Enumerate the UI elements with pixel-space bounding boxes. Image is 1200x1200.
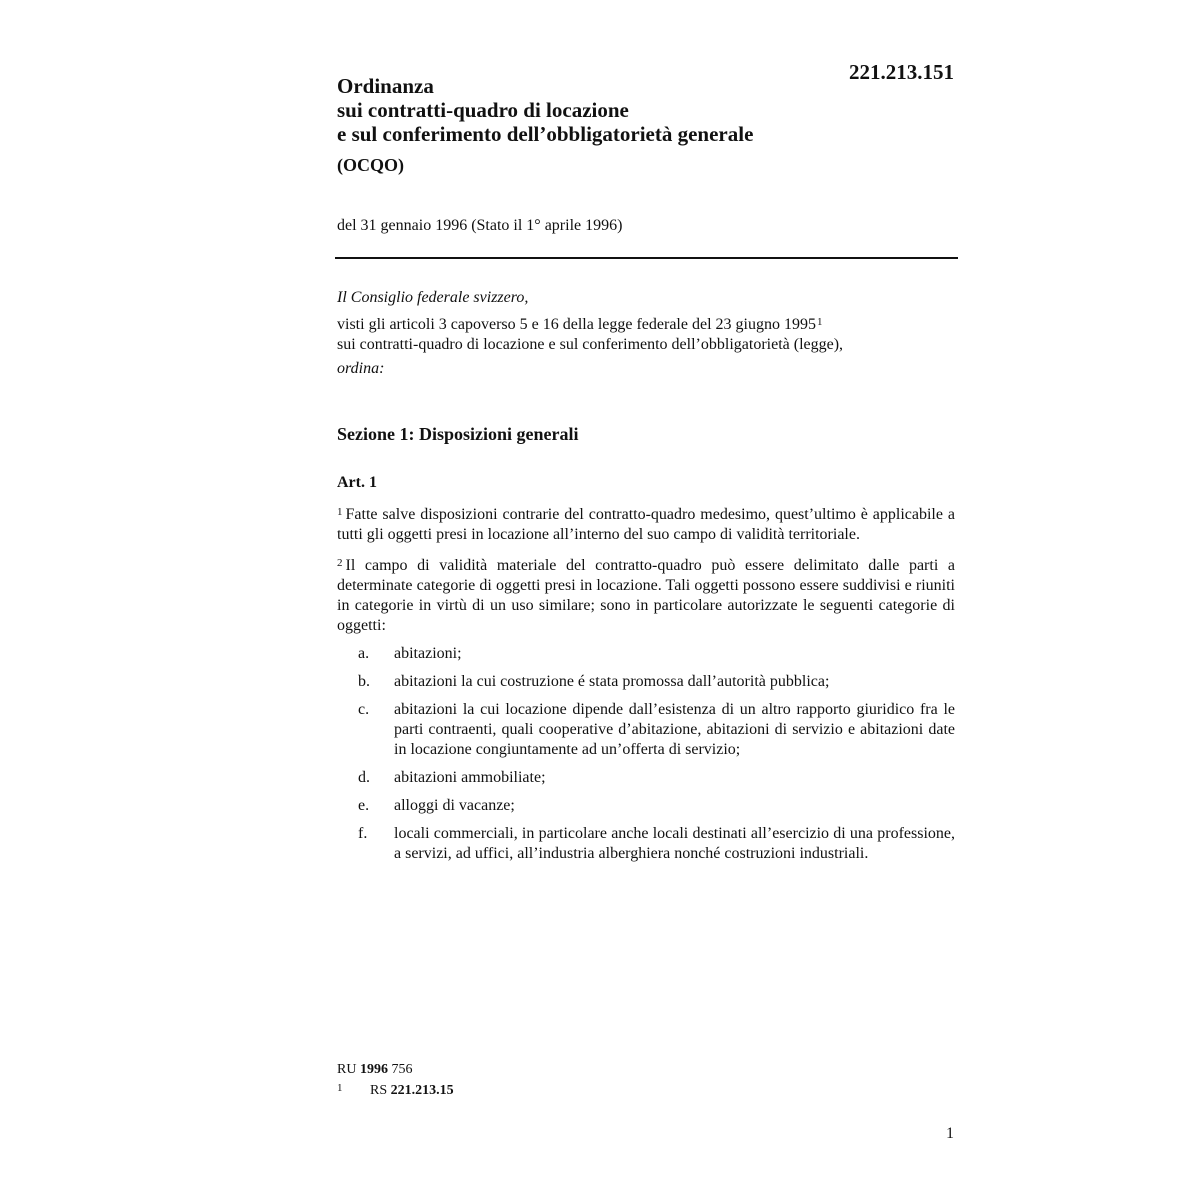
list-item	[337, 644, 955, 664]
page-number: 1	[946, 1125, 954, 1142]
list-item-letter: d.	[358, 769, 370, 786]
title-divider	[335, 257, 958, 259]
footnote-reference-link[interactable]: 221.213.15	[390, 1083, 454, 1098]
article-title: Art. 1	[337, 474, 377, 491]
paragraph-text: Il campo di validità materiale del contratto-quadro può essere delimitato dalle parti a determinate categorie di oggetti presi in locazione. Tali oggetti possono essere suddivisi e riuniti in categorie in virtù di un uso similare; sono in particolare autorizzate le seguenti categorie di oggetti:	[337, 557, 955, 634]
list-item-text: abitazioni ammobiliate;	[394, 769, 546, 786]
list-item-letter: f.	[358, 825, 368, 842]
ru-year: 1996	[359, 1062, 388, 1077]
title-line: sui contratti-quadro di locazione	[337, 98, 629, 122]
list-item-letter: b.	[358, 673, 370, 690]
ru-prefix: RU	[337, 1062, 357, 1077]
ru-page: 756	[391, 1062, 413, 1077]
preamble-basis-line-2: sui contratti-quadro di locazione e sul conferimento dell’obbligatorietà (legge),	[337, 336, 844, 353]
list-item-letter: a.	[358, 645, 370, 662]
paragraph-text: Fatte salve disposizioni contrarie del contratto-quadro medesimo, quest’ultimo è applicabile a tutti gli oggetti presi in locazione all’interno del suo campo di validità territoriale.	[337, 506, 955, 543]
list-item-text: locali commerciali, in particolare anche locali destinati all’esercizio di una professione, a servizi, ad uffici, all’industria alberghiera nonché costruzioni industriali.	[394, 825, 955, 862]
preamble-basis-line	[337, 312, 957, 335]
list-item-text: abitazioni la cui costruzione é stata promossa dall’autorità pubblica;	[394, 673, 830, 690]
footnote-prefix: RS	[370, 1083, 388, 1098]
list-item	[337, 700, 955, 760]
footnote-reference[interactable]: 1	[816, 316, 823, 328]
paragraph-number: 1	[337, 506, 343, 518]
footnote	[337, 1079, 454, 1100]
document-title	[337, 74, 753, 146]
list-item-text: alloggi di vacanze;	[394, 797, 515, 814]
preamble-decree: ordina:	[337, 360, 385, 377]
sr-number: 221.213.151	[849, 60, 954, 84]
footnote-number: 1	[337, 1082, 343, 1094]
footnotes	[337, 1060, 454, 1100]
list-item-letter: c.	[358, 701, 370, 718]
list-item	[337, 824, 955, 864]
list-item	[337, 672, 955, 692]
title-line: e sul conferimento dell’obbligatorietà generale	[337, 122, 754, 146]
preamble-basis-text: visti gli articoli 3 capoverso 5 e 16 della legge federale del 23 giugno 1995	[337, 316, 816, 333]
list-item-text: abitazioni la cui locazione dipende dall’esistenza di un altro rapporto giuridico fra le parti contraenti, quali cooperative d’abitazione, abitazioni di servizio e abitazioni date in locazione congiuntamente ad un’offerta di servizio;	[394, 701, 955, 758]
category-list	[337, 644, 955, 864]
preamble-authority: Il Consiglio federale svizzero,	[337, 289, 529, 306]
preamble	[337, 288, 957, 379]
ru-reference	[337, 1060, 454, 1079]
document-abbreviation: (OCQO)	[337, 155, 404, 175]
paragraph-number: 2	[337, 557, 343, 569]
list-item	[337, 796, 955, 816]
title-line: Ordinanza	[337, 74, 434, 98]
article-body	[337, 502, 955, 872]
article-paragraph	[337, 502, 955, 545]
section-title: Sezione 1: Disposizioni generali	[337, 424, 579, 444]
list-item-text: abitazioni;	[394, 645, 462, 662]
list-item-letter: e.	[358, 797, 370, 814]
article-paragraph	[337, 553, 955, 636]
list-item	[337, 768, 955, 788]
document-date: del 31 gennaio 1996 (Stato il 1° aprile 1996)	[337, 217, 623, 234]
